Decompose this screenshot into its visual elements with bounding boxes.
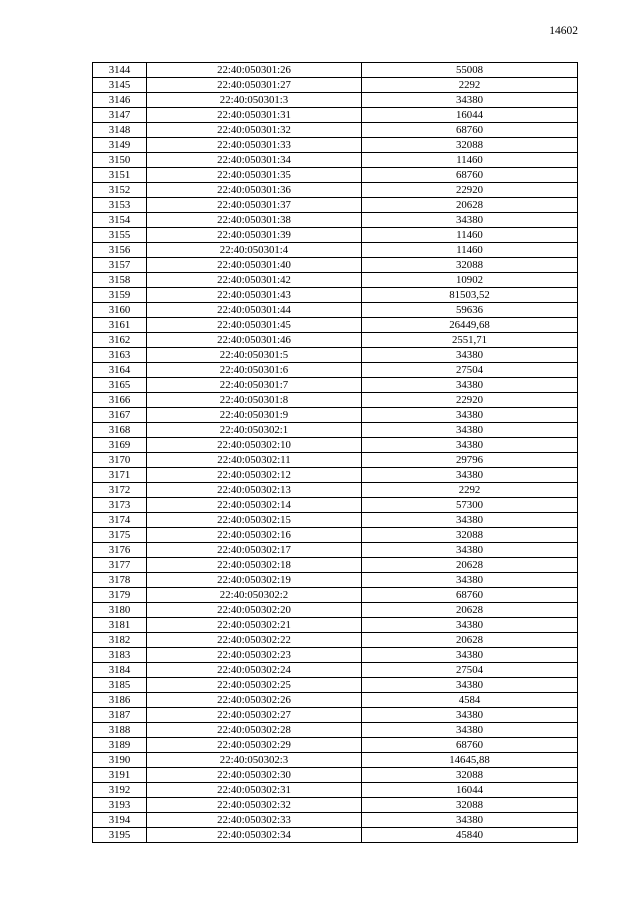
cadastral-value-table <box>92 62 578 843</box>
row-index-cell: 3181 <box>93 618 147 633</box>
value-cell: 55008 <box>362 63 578 78</box>
row-index-cell: 3150 <box>93 153 147 168</box>
value-cell: 68760 <box>362 123 578 138</box>
table-row <box>93 738 578 753</box>
table-row <box>93 423 578 438</box>
row-index-cell: 3147 <box>93 108 147 123</box>
cadastral-number-cell: 22:40:050302:19 <box>147 573 362 588</box>
cadastral-number-cell: 22:40:050302:12 <box>147 468 362 483</box>
table-row <box>93 348 578 363</box>
table-row <box>93 513 578 528</box>
table-row <box>93 243 578 258</box>
cadastral-number-cell: 22:40:050302:31 <box>147 783 362 798</box>
table-row <box>93 153 578 168</box>
value-cell: 11460 <box>362 243 578 258</box>
row-index-cell: 3165 <box>93 378 147 393</box>
value-cell: 34380 <box>362 543 578 558</box>
row-index-cell: 3194 <box>93 813 147 828</box>
cadastral-number-cell: 22:40:050302:22 <box>147 633 362 648</box>
row-index-cell: 3157 <box>93 258 147 273</box>
cadastral-number-cell: 22:40:050302:27 <box>147 708 362 723</box>
row-index-cell: 3188 <box>93 723 147 738</box>
value-cell: 68760 <box>362 738 578 753</box>
table-row <box>93 198 578 213</box>
value-cell: 68760 <box>362 588 578 603</box>
value-cell: 11460 <box>362 228 578 243</box>
table-row <box>93 588 578 603</box>
value-cell: 2551,71 <box>362 333 578 348</box>
value-cell: 34380 <box>362 618 578 633</box>
row-index-cell: 3171 <box>93 468 147 483</box>
value-cell: 22920 <box>362 183 578 198</box>
row-index-cell: 3177 <box>93 558 147 573</box>
row-index-cell: 3160 <box>93 303 147 318</box>
cadastral-number-cell: 22:40:050301:38 <box>147 213 362 228</box>
value-cell: 34380 <box>362 678 578 693</box>
value-cell: 68760 <box>362 168 578 183</box>
row-index-cell: 3169 <box>93 438 147 453</box>
value-cell: 16044 <box>362 108 578 123</box>
value-cell: 27504 <box>362 363 578 378</box>
cadastral-number-cell: 22:40:050301:37 <box>147 198 362 213</box>
row-index-cell: 3156 <box>93 243 147 258</box>
value-cell: 34380 <box>362 423 578 438</box>
row-index-cell: 3146 <box>93 93 147 108</box>
cadastral-number-cell: 22:40:050302:28 <box>147 723 362 738</box>
table-row <box>93 678 578 693</box>
row-index-cell: 3168 <box>93 423 147 438</box>
cadastral-number-cell: 22:40:050301:27 <box>147 78 362 93</box>
cadastral-number-cell: 22:40:050302:33 <box>147 813 362 828</box>
value-cell: 14645,88 <box>362 753 578 768</box>
cadastral-number-cell: 22:40:050302:13 <box>147 483 362 498</box>
row-index-cell: 3172 <box>93 483 147 498</box>
value-cell: 32088 <box>362 798 578 813</box>
cadastral-number-cell: 22:40:050302:16 <box>147 528 362 543</box>
value-cell: 45840 <box>362 828 578 843</box>
table-row <box>93 123 578 138</box>
cadastral-number-cell: 22:40:050302:30 <box>147 768 362 783</box>
cadastral-number-cell: 22:40:050301:33 <box>147 138 362 153</box>
table-row <box>93 798 578 813</box>
value-cell: 27504 <box>362 663 578 678</box>
table-row <box>93 828 578 843</box>
value-cell: 22920 <box>362 393 578 408</box>
row-index-cell: 3149 <box>93 138 147 153</box>
row-index-cell: 3170 <box>93 453 147 468</box>
value-cell: 34380 <box>362 813 578 828</box>
value-cell: 57300 <box>362 498 578 513</box>
table-row <box>93 408 578 423</box>
value-cell: 26449,68 <box>362 318 578 333</box>
row-index-cell: 3184 <box>93 663 147 678</box>
value-cell: 81503,52 <box>362 288 578 303</box>
table-row <box>93 528 578 543</box>
cadastral-number-cell: 22:40:050301:3 <box>147 93 362 108</box>
value-cell: 59636 <box>362 303 578 318</box>
value-cell: 34380 <box>362 408 578 423</box>
row-index-cell: 3166 <box>93 393 147 408</box>
table-row <box>93 813 578 828</box>
row-index-cell: 3175 <box>93 528 147 543</box>
cadastral-number-cell: 22:40:050302:11 <box>147 453 362 468</box>
value-cell: 34380 <box>362 213 578 228</box>
table-body <box>93 63 578 843</box>
table-row <box>93 663 578 678</box>
table-row <box>93 618 578 633</box>
value-cell: 20628 <box>362 198 578 213</box>
cadastral-number-cell: 22:40:050302:34 <box>147 828 362 843</box>
table-row <box>93 228 578 243</box>
row-index-cell: 3161 <box>93 318 147 333</box>
cadastral-number-cell: 22:40:050301:32 <box>147 123 362 138</box>
cadastral-number-cell: 22:40:050302:18 <box>147 558 362 573</box>
row-index-cell: 3174 <box>93 513 147 528</box>
value-cell: 32088 <box>362 528 578 543</box>
row-index-cell: 3193 <box>93 798 147 813</box>
table-row <box>93 363 578 378</box>
row-index-cell: 3178 <box>93 573 147 588</box>
value-cell: 4584 <box>362 693 578 708</box>
row-index-cell: 3186 <box>93 693 147 708</box>
table-row <box>93 498 578 513</box>
value-cell: 34380 <box>362 648 578 663</box>
table-row <box>93 648 578 663</box>
cadastral-number-cell: 22:40:050302:14 <box>147 498 362 513</box>
table-row <box>93 693 578 708</box>
row-index-cell: 3159 <box>93 288 147 303</box>
cadastral-number-cell: 22:40:050302:2 <box>147 588 362 603</box>
row-index-cell: 3163 <box>93 348 147 363</box>
table-row <box>93 108 578 123</box>
row-index-cell: 3192 <box>93 783 147 798</box>
cadastral-number-cell: 22:40:050301:39 <box>147 228 362 243</box>
row-index-cell: 3187 <box>93 708 147 723</box>
table-row <box>93 723 578 738</box>
page-number: 14602 <box>549 25 578 37</box>
cadastral-number-cell: 22:40:050301:46 <box>147 333 362 348</box>
value-cell: 20628 <box>362 603 578 618</box>
value-cell: 34380 <box>362 708 578 723</box>
row-index-cell: 3154 <box>93 213 147 228</box>
row-index-cell: 3145 <box>93 78 147 93</box>
table-row <box>93 78 578 93</box>
table-row <box>93 603 578 618</box>
row-index-cell: 3148 <box>93 123 147 138</box>
cadastral-number-cell: 22:40:050302:15 <box>147 513 362 528</box>
table-row <box>93 378 578 393</box>
table-row <box>93 573 578 588</box>
value-cell: 2292 <box>362 483 578 498</box>
row-index-cell: 3152 <box>93 183 147 198</box>
table-row <box>93 303 578 318</box>
value-cell: 11460 <box>362 153 578 168</box>
table-row <box>93 213 578 228</box>
value-cell: 20628 <box>362 558 578 573</box>
cadastral-number-cell: 22:40:050302:32 <box>147 798 362 813</box>
value-cell: 34380 <box>362 723 578 738</box>
row-index-cell: 3179 <box>93 588 147 603</box>
value-cell: 32088 <box>362 138 578 153</box>
table-row <box>93 633 578 648</box>
row-index-cell: 3180 <box>93 603 147 618</box>
cadastral-number-cell: 22:40:050301:31 <box>147 108 362 123</box>
cadastral-number-cell: 22:40:050301:35 <box>147 168 362 183</box>
cadastral-number-cell: 22:40:050302:17 <box>147 543 362 558</box>
cadastral-number-cell: 22:40:050301:36 <box>147 183 362 198</box>
table-row <box>93 318 578 333</box>
cadastral-number-cell: 22:40:050302:20 <box>147 603 362 618</box>
value-cell: 32088 <box>362 258 578 273</box>
row-index-cell: 3176 <box>93 543 147 558</box>
row-index-cell: 3195 <box>93 828 147 843</box>
table-row <box>93 168 578 183</box>
cadastral-number-cell: 22:40:050301:42 <box>147 273 362 288</box>
cadastral-number-cell: 22:40:050302:3 <box>147 753 362 768</box>
table-row <box>93 783 578 798</box>
cadastral-number-cell: 22:40:050302:10 <box>147 438 362 453</box>
cadastral-number-cell: 22:40:050301:7 <box>147 378 362 393</box>
cadastral-number-cell: 22:40:050301:26 <box>147 63 362 78</box>
row-index-cell: 3182 <box>93 633 147 648</box>
value-cell: 2292 <box>362 78 578 93</box>
value-cell: 34380 <box>362 348 578 363</box>
table-row <box>93 273 578 288</box>
table-row <box>93 258 578 273</box>
value-cell: 34380 <box>362 93 578 108</box>
cadastral-number-cell: 22:40:050301:43 <box>147 288 362 303</box>
cadastral-number-cell: 22:40:050302:24 <box>147 663 362 678</box>
value-cell: 20628 <box>362 633 578 648</box>
value-cell: 10902 <box>362 273 578 288</box>
cadastral-number-cell: 22:40:050301:45 <box>147 318 362 333</box>
table-row <box>93 93 578 108</box>
value-cell: 29796 <box>362 453 578 468</box>
table-row <box>93 138 578 153</box>
row-index-cell: 3158 <box>93 273 147 288</box>
table-row <box>93 768 578 783</box>
row-index-cell: 3191 <box>93 768 147 783</box>
value-cell: 34380 <box>362 513 578 528</box>
table-row <box>93 393 578 408</box>
row-index-cell: 3190 <box>93 753 147 768</box>
cadastral-number-cell: 22:40:050302:25 <box>147 678 362 693</box>
cadastral-number-cell: 22:40:050302:1 <box>147 423 362 438</box>
table-row <box>93 483 578 498</box>
table-row <box>93 438 578 453</box>
value-cell: 34380 <box>362 468 578 483</box>
table-row <box>93 753 578 768</box>
value-cell: 34380 <box>362 378 578 393</box>
row-index-cell: 3151 <box>93 168 147 183</box>
table-row <box>93 63 578 78</box>
value-cell: 34380 <box>362 438 578 453</box>
row-index-cell: 3183 <box>93 648 147 663</box>
row-index-cell: 3144 <box>93 63 147 78</box>
row-index-cell: 3155 <box>93 228 147 243</box>
table-row <box>93 543 578 558</box>
row-index-cell: 3185 <box>93 678 147 693</box>
table-row <box>93 333 578 348</box>
table-row <box>93 183 578 198</box>
row-index-cell: 3167 <box>93 408 147 423</box>
cadastral-number-cell: 22:40:050301:34 <box>147 153 362 168</box>
cadastral-number-cell: 22:40:050301:44 <box>147 303 362 318</box>
value-cell: 32088 <box>362 768 578 783</box>
cadastral-number-cell: 22:40:050301:9 <box>147 408 362 423</box>
cadastral-number-cell: 22:40:050302:29 <box>147 738 362 753</box>
row-index-cell: 3173 <box>93 498 147 513</box>
row-index-cell: 3189 <box>93 738 147 753</box>
cadastral-number-cell: 22:40:050301:5 <box>147 348 362 363</box>
table-row <box>93 468 578 483</box>
table-row <box>93 708 578 723</box>
row-index-cell: 3162 <box>93 333 147 348</box>
cadastral-number-cell: 22:40:050302:21 <box>147 618 362 633</box>
cadastral-number-cell: 22:40:050302:26 <box>147 693 362 708</box>
cadastral-number-cell: 22:40:050301:8 <box>147 393 362 408</box>
table-row <box>93 558 578 573</box>
row-index-cell: 3153 <box>93 198 147 213</box>
table-row <box>93 453 578 468</box>
value-cell: 34380 <box>362 573 578 588</box>
row-index-cell: 3164 <box>93 363 147 378</box>
table-row <box>93 288 578 303</box>
cadastral-number-cell: 22:40:050302:23 <box>147 648 362 663</box>
value-cell: 16044 <box>362 783 578 798</box>
cadastral-number-cell: 22:40:050301:4 <box>147 243 362 258</box>
cadastral-number-cell: 22:40:050301:6 <box>147 363 362 378</box>
cadastral-number-cell: 22:40:050301:40 <box>147 258 362 273</box>
